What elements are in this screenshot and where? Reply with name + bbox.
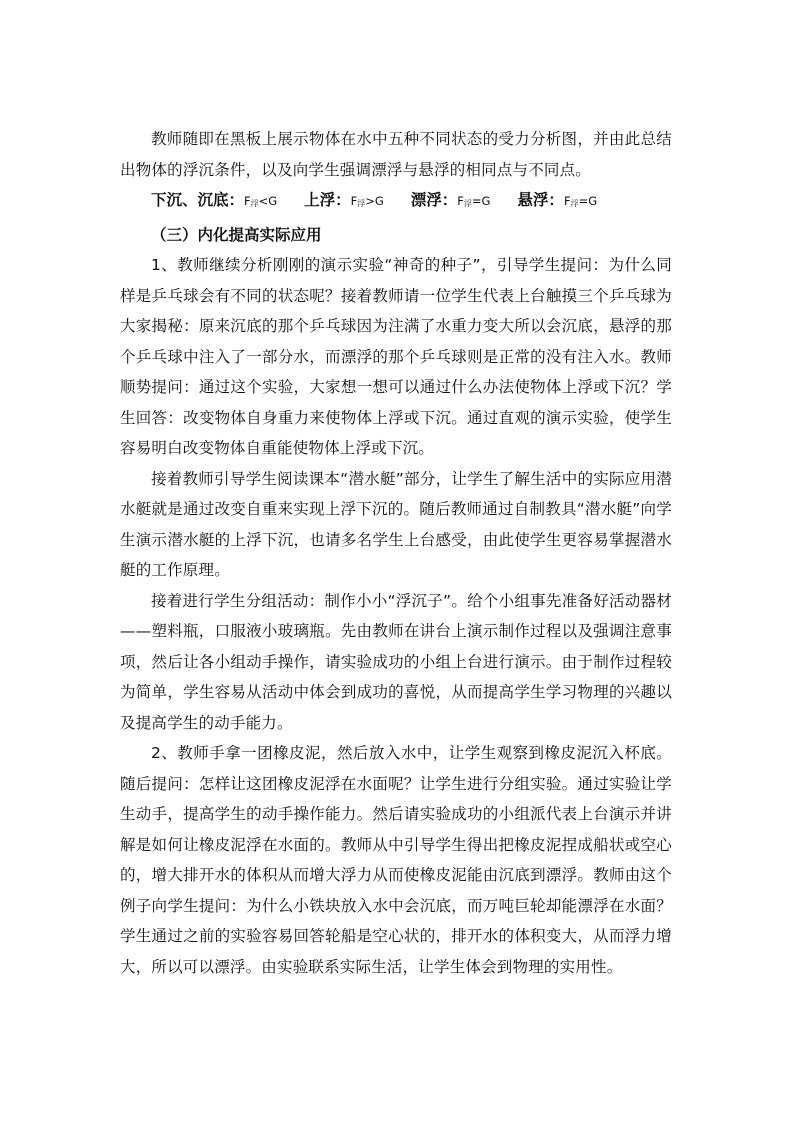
formula-sub: 浮 [463, 199, 472, 208]
formula-sub: 浮 [570, 199, 579, 208]
formula-sub: 浮 [250, 199, 259, 208]
formula-relation: =G [471, 194, 491, 208]
document-body [120, 124, 672, 982]
formula-main: F [457, 194, 464, 208]
condition-label: 悬浮： [517, 191, 564, 209]
condition-label: 下沉、沉底： [151, 191, 245, 209]
paragraph-cartesian-diver: 接着进行学生分组活动：制作小小“浮沉子”。给个小组事先准备好活动器材——塑料瓶，口服液小玻璃瓶。先由教师在讲台上演示制作过程以及强调注意事项，然后让各小组动手操作，请实验成功的小组上台进行演示。由于制作过程较为简单，学生容易从活动中体会到成功的喜悦，从而提高学生学习物理的兴趣以及提高学生的动手能力。 [120, 591, 672, 732]
buoyancy-conditions-line [120, 185, 672, 220]
formula-main: F [244, 194, 251, 208]
paragraph-ping-pong-demo: 1、教师继续分析刚刚的演示实验“神奇的种子”，引导学生提问：为什么同样是乒乓球会有不同的状态呢？接着教师请一位学生代表上台触摸三个乒乓球为大家揭秘：原来沉底的那个乒乓球因为注满了水重力变大所以会沉底，悬浮的那个乒乓球中注入了一部分水，而漂浮的那个乒乓球则是正常的没有注入水。教师顺势提问：通过这个实验，大家想一想可以通过什么办法使物体上浮或下沉？学生回答：改变物体自身重力来使物体上浮或下沉。通过直观的演示实验，使学生容易明白改变物体自重能使物体上浮或下沉。 [120, 256, 672, 457]
section-heading: （三）内化提高实际应用 [151, 225, 322, 244]
condition-formula [244, 194, 277, 208]
condition-sink [151, 185, 277, 220]
paragraph-submarine: 接着教师引导学生阅读课本“潜水艇”部分，让学生了解生活中的实际应用潜水艇就是通过改变自重来实现上浮下沉的。随后教师通过自制教具“潜水艇”向学生演示潜水艇的上浮下沉，也请多名学生上台感受，由此使学生更容易掌握潜水艇的工作原理。 [120, 469, 672, 579]
condition-formula [351, 194, 384, 208]
paragraph-plasticine-boat: 2、教师手拿一团橡皮泥，然后放入水中，让学生观察到橡皮泥沉入杯底。随后提问：怎样让这团橡皮泥浮在水面呢？让学生进行分组实验。通过实验让学生动手，提高学生的动手操作能力。然后请实验成功的小组派代表上台演示并讲解是如何让橡皮泥浮在水面的。教师从中引导学生得出把橡皮泥捏成船状或空心的，增大排开水的体积从而增大浮力从而使橡皮泥能由沉底到漂浮。教师由这个例子向学生提问：为什么小铁块放入水中会沉底，而万吨巨轮却能漂浮在水面？学生通过之前的实验容易回答轮船是空心状的，排开水的体积变大，从而浮力增大，所以可以漂浮。由实验联系实际生活，让学生体会到物理的实用性。 [120, 744, 672, 976]
condition-float [411, 185, 491, 220]
formula-main: F [350, 194, 358, 208]
condition-rise [304, 185, 384, 220]
condition-label: 上浮： [304, 191, 351, 209]
formula-main: F [563, 194, 571, 208]
condition-suspend [517, 185, 597, 220]
formula-sub: 浮 [357, 199, 366, 208]
formula-relation: =G [578, 194, 598, 208]
condition-formula [457, 194, 490, 208]
intro-paragraph: 教师随即在黑板上展示物体在水中五种不同状态的受力分析图，并由此总结出物体的浮沉条件，以及向学生强调漂浮与悬浮的相同点与不同点。 [120, 130, 672, 179]
condition-label: 漂浮： [410, 191, 458, 209]
formula-relation: >G [365, 194, 384, 208]
formula-relation: <G [258, 194, 278, 208]
condition-formula [564, 194, 597, 208]
